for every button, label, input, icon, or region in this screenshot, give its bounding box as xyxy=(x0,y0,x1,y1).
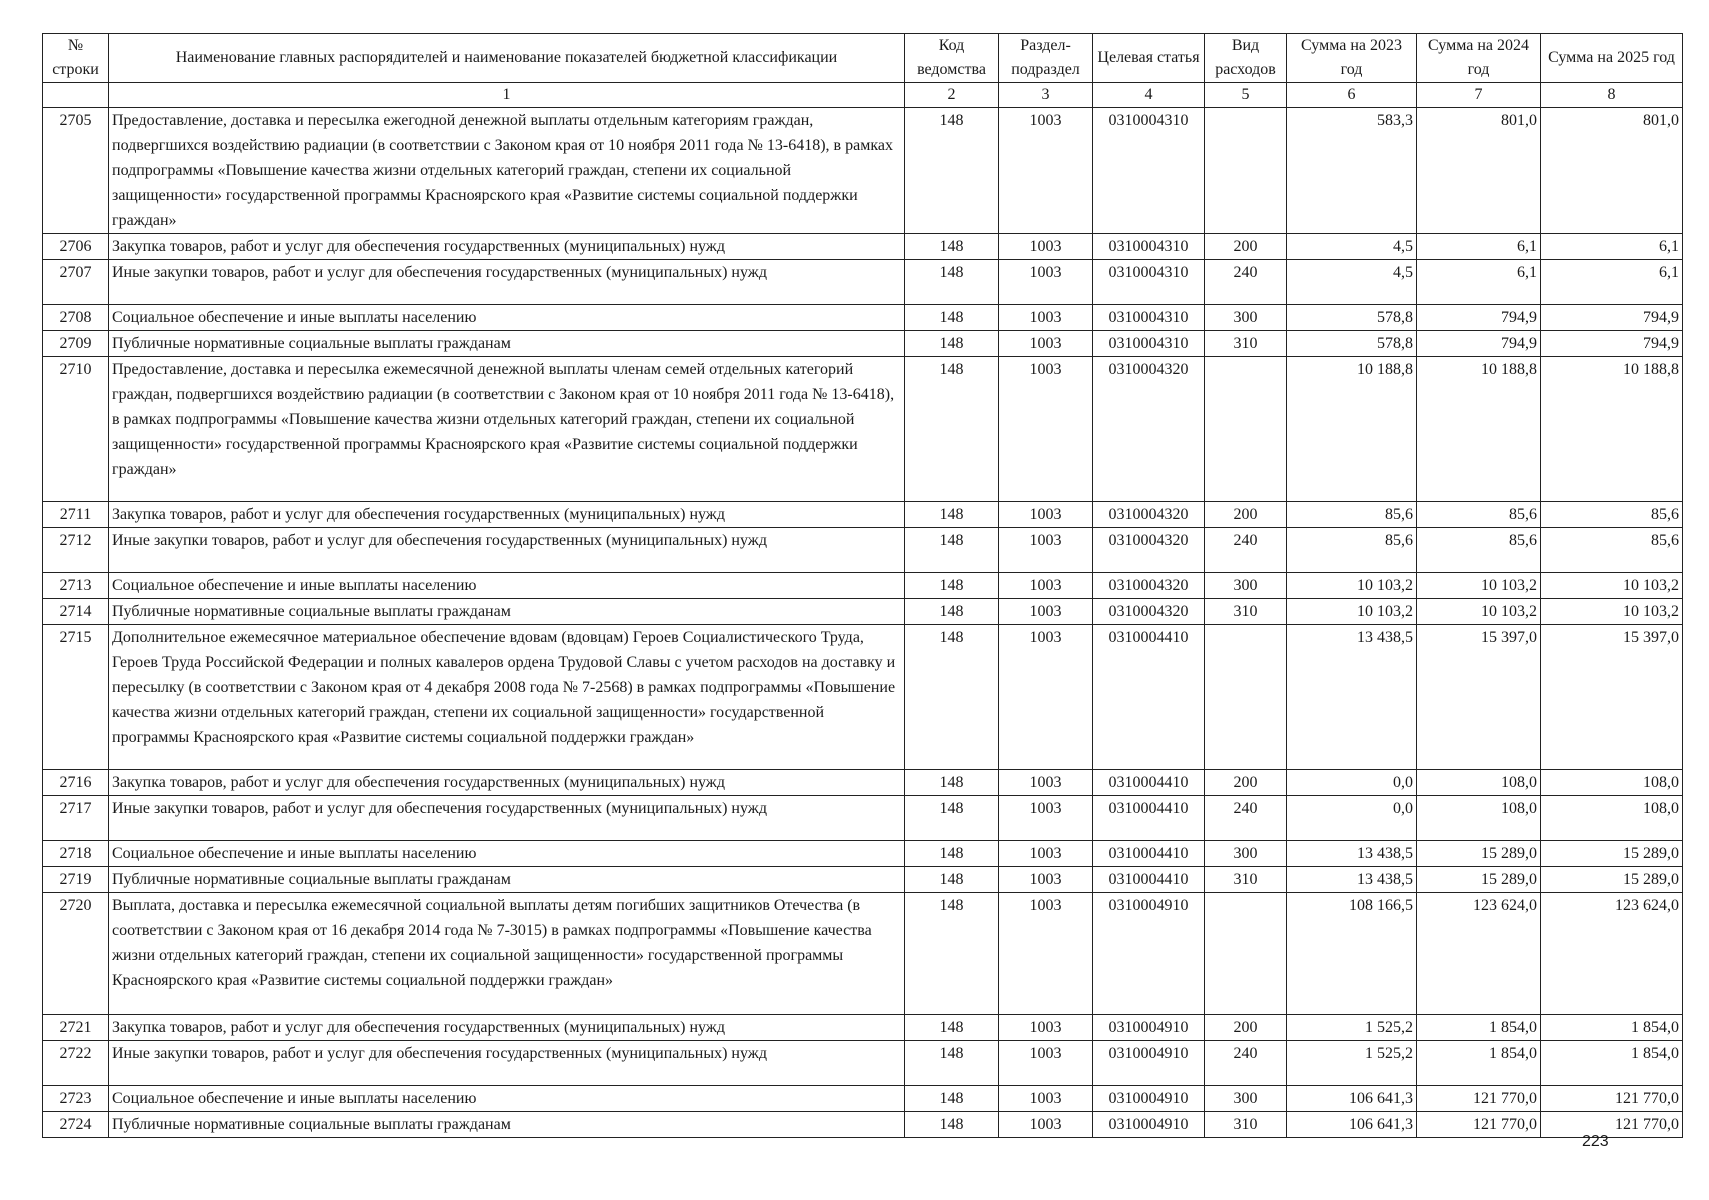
row-number: 2713 xyxy=(43,573,109,599)
row-stat: 0310004910 xyxy=(1093,1112,1205,1138)
row-kod: 148 xyxy=(905,867,999,893)
table-row xyxy=(43,357,1683,502)
row-razdel: 1003 xyxy=(999,625,1093,770)
row-kod: 148 xyxy=(905,502,999,528)
row-sum-2024: 85,6 xyxy=(1417,528,1541,573)
row-sum-2025: 15 289,0 xyxy=(1541,867,1683,893)
row-sum-2025: 1 854,0 xyxy=(1541,1015,1683,1041)
row-stat: 0310004410 xyxy=(1093,796,1205,841)
row-kod: 148 xyxy=(905,573,999,599)
column-number: 6 xyxy=(1287,83,1417,108)
column-number: 5 xyxy=(1205,83,1287,108)
row-sum-2023: 0,0 xyxy=(1287,770,1417,796)
row-razdel: 1003 xyxy=(999,108,1093,234)
row-name: Иные закупки товаров, работ и услуг для обеспечения государственных (муниципальных) нужд xyxy=(109,260,905,305)
row-sum-2023: 4,5 xyxy=(1287,234,1417,260)
row-number: 2716 xyxy=(43,770,109,796)
table-row xyxy=(43,573,1683,599)
row-vid: 310 xyxy=(1205,599,1287,625)
budget-table xyxy=(42,33,1683,1138)
row-stat: 0310004310 xyxy=(1093,331,1205,357)
table-row xyxy=(43,867,1683,893)
row-sum-2024: 10 103,2 xyxy=(1417,573,1541,599)
row-kod: 148 xyxy=(905,234,999,260)
row-sum-2023: 13 438,5 xyxy=(1287,841,1417,867)
header-razdel: Раздел-подраздел xyxy=(999,34,1093,83)
row-sum-2024: 108,0 xyxy=(1417,770,1541,796)
row-kod: 148 xyxy=(905,770,999,796)
row-sum-2023: 108 166,5 xyxy=(1287,893,1417,1015)
row-sum-2025: 6,1 xyxy=(1541,234,1683,260)
row-sum-2025: 794,9 xyxy=(1541,305,1683,331)
row-name: Социальное обеспечение и иные выплаты населению xyxy=(109,841,905,867)
row-sum-2023: 13 438,5 xyxy=(1287,625,1417,770)
row-name: Иные закупки товаров, работ и услуг для обеспечения государственных (муниципальных) нужд xyxy=(109,796,905,841)
row-razdel: 1003 xyxy=(999,1015,1093,1041)
row-sum-2024: 85,6 xyxy=(1417,502,1541,528)
row-kod: 148 xyxy=(905,599,999,625)
row-razdel: 1003 xyxy=(999,234,1093,260)
row-razdel: 1003 xyxy=(999,841,1093,867)
row-sum-2025: 123 624,0 xyxy=(1541,893,1683,1015)
row-razdel: 1003 xyxy=(999,1086,1093,1112)
table-row xyxy=(43,893,1683,1015)
row-name: Дополнительное ежемесячное материальное обеспечение вдовам (вдовцам) Героев Социалистического Труда, Героев Труда Российской Федерации и полных кавалеров ордена Трудовой Славы с учетом расходов на доставку и пересылку (в соответствии с Законом края от 4 декабря 2008 года № 7-2568) в рамках подпрограммы «Повышение качества жизни отдельных категорий граждан, степени их социальной защищенности» государственной программы Красноярского края «Развитие системы социальной поддержки граждан» xyxy=(109,625,905,770)
row-kod: 148 xyxy=(905,331,999,357)
row-number: 2709 xyxy=(43,331,109,357)
row-sum-2023: 0,0 xyxy=(1287,796,1417,841)
row-vid: 310 xyxy=(1205,331,1287,357)
row-name: Публичные нормативные социальные выплаты гражданам xyxy=(109,867,905,893)
row-sum-2024: 15 289,0 xyxy=(1417,867,1541,893)
row-vid: 310 xyxy=(1205,1112,1287,1138)
row-sum-2023: 1 525,2 xyxy=(1287,1015,1417,1041)
row-name: Выплата, доставка и пересылка ежемесячной социальной выплаты детям погибших защитников Отечества (в соответствии с Законом края от 16 декабря 2014 года № 7-3015) в рамках подпрограммы «Повышение качества жизни отдельных категорий граждан, степени их социальной защищенности» государственной программы Красноярского края «Развитие системы социальной поддержки граждан» xyxy=(109,893,905,1015)
table-row xyxy=(43,1041,1683,1086)
header-kod: Код ведомства xyxy=(905,34,999,83)
row-razdel: 1003 xyxy=(999,502,1093,528)
row-number: 2721 xyxy=(43,1015,109,1041)
row-name: Публичные нормативные социальные выплаты гражданам xyxy=(109,1112,905,1138)
column-number: 7 xyxy=(1417,83,1541,108)
table-row xyxy=(43,796,1683,841)
row-name: Предоставление, доставка и пересылка ежегодной денежной выплаты отдельным категориям граждан, подвергшихся воздействию радиации (в соответствии с Законом края от 10 ноября 2011 года № 13-6418), в рамках подпрограммы «Повышение качества жизни отдельных категорий граждан, степени их социальной защищенности» государственной программы Красноярского края «Развитие системы социальной поддержки граждан» xyxy=(109,108,905,234)
row-name: Закупка товаров, работ и услуг для обеспечения государственных (муниципальных) нужд xyxy=(109,502,905,528)
row-kod: 148 xyxy=(905,796,999,841)
header-sum-2025: Сумма на 2025 год xyxy=(1541,34,1683,83)
row-sum-2024: 6,1 xyxy=(1417,260,1541,305)
row-vid xyxy=(1205,108,1287,234)
column-number-row xyxy=(43,83,1683,108)
row-sum-2025: 121 770,0 xyxy=(1541,1086,1683,1112)
row-sum-2023: 4,5 xyxy=(1287,260,1417,305)
row-sum-2024: 6,1 xyxy=(1417,234,1541,260)
row-sum-2025: 85,6 xyxy=(1541,502,1683,528)
row-sum-2024: 1 854,0 xyxy=(1417,1015,1541,1041)
row-name: Иные закупки товаров, работ и услуг для обеспечения государственных (муниципальных) нужд xyxy=(109,1041,905,1086)
row-number: 2710 xyxy=(43,357,109,502)
row-name: Публичные нормативные социальные выплаты гражданам xyxy=(109,599,905,625)
row-vid: 240 xyxy=(1205,1041,1287,1086)
row-stat: 0310004310 xyxy=(1093,305,1205,331)
row-sum-2023: 106 641,3 xyxy=(1287,1086,1417,1112)
table-row xyxy=(43,1015,1683,1041)
row-vid: 300 xyxy=(1205,573,1287,599)
row-stat: 0310004410 xyxy=(1093,841,1205,867)
row-vid: 200 xyxy=(1205,502,1287,528)
row-sum-2025: 6,1 xyxy=(1541,260,1683,305)
row-stat: 0310004910 xyxy=(1093,1041,1205,1086)
row-sum-2024: 121 770,0 xyxy=(1417,1086,1541,1112)
row-razdel: 1003 xyxy=(999,260,1093,305)
row-razdel: 1003 xyxy=(999,305,1093,331)
row-kod: 148 xyxy=(905,260,999,305)
row-number: 2712 xyxy=(43,528,109,573)
row-kod: 148 xyxy=(905,305,999,331)
row-number: 2706 xyxy=(43,234,109,260)
row-vid xyxy=(1205,357,1287,502)
row-number: 2711 xyxy=(43,502,109,528)
row-name: Публичные нормативные социальные выплаты гражданам xyxy=(109,331,905,357)
row-number: 2724 xyxy=(43,1112,109,1138)
row-razdel: 1003 xyxy=(999,1041,1093,1086)
row-sum-2023: 106 641,3 xyxy=(1287,1112,1417,1138)
row-stat: 0310004910 xyxy=(1093,1086,1205,1112)
row-sum-2025: 10 103,2 xyxy=(1541,573,1683,599)
row-sum-2023: 578,8 xyxy=(1287,331,1417,357)
column-number: 2 xyxy=(905,83,999,108)
row-sum-2025: 1 854,0 xyxy=(1541,1041,1683,1086)
row-vid: 300 xyxy=(1205,1086,1287,1112)
budget-table-sheet xyxy=(42,33,1682,1138)
row-stat: 0310004320 xyxy=(1093,599,1205,625)
row-stat: 0310004910 xyxy=(1093,1015,1205,1041)
table-row xyxy=(43,260,1683,305)
row-sum-2024: 15 289,0 xyxy=(1417,841,1541,867)
row-number: 2708 xyxy=(43,305,109,331)
table-row xyxy=(43,1112,1683,1138)
row-number: 2720 xyxy=(43,893,109,1015)
row-sum-2025: 801,0 xyxy=(1541,108,1683,234)
row-vid: 200 xyxy=(1205,234,1287,260)
row-razdel: 1003 xyxy=(999,599,1093,625)
row-number: 2722 xyxy=(43,1041,109,1086)
row-number: 2717 xyxy=(43,796,109,841)
row-sum-2025: 15 397,0 xyxy=(1541,625,1683,770)
row-sum-2023: 10 103,2 xyxy=(1287,573,1417,599)
table-row xyxy=(43,108,1683,234)
row-vid xyxy=(1205,625,1287,770)
row-sum-2024: 1 854,0 xyxy=(1417,1041,1541,1086)
row-kod: 148 xyxy=(905,893,999,1015)
table-body xyxy=(43,108,1683,1138)
row-razdel: 1003 xyxy=(999,796,1093,841)
row-sum-2024: 794,9 xyxy=(1417,331,1541,357)
row-vid: 240 xyxy=(1205,528,1287,573)
row-name: Социальное обеспечение и иные выплаты населению xyxy=(109,305,905,331)
row-sum-2023: 583,3 xyxy=(1287,108,1417,234)
row-sum-2024: 121 770,0 xyxy=(1417,1112,1541,1138)
row-stat: 0310004320 xyxy=(1093,573,1205,599)
row-sum-2023: 85,6 xyxy=(1287,528,1417,573)
row-razdel: 1003 xyxy=(999,331,1093,357)
column-number: 8 xyxy=(1541,83,1683,108)
row-kod: 148 xyxy=(905,1015,999,1041)
row-stat: 0310004410 xyxy=(1093,770,1205,796)
row-sum-2024: 10 103,2 xyxy=(1417,599,1541,625)
row-number: 2718 xyxy=(43,841,109,867)
row-number: 2719 xyxy=(43,867,109,893)
header-row xyxy=(43,34,1683,83)
row-sum-2023: 1 525,2 xyxy=(1287,1041,1417,1086)
row-number: 2714 xyxy=(43,599,109,625)
row-name: Социальное обеспечение и иные выплаты населению xyxy=(109,573,905,599)
row-stat: 0310004320 xyxy=(1093,528,1205,573)
row-stat: 0310004320 xyxy=(1093,357,1205,502)
row-kod: 148 xyxy=(905,528,999,573)
table-row xyxy=(43,234,1683,260)
row-stat: 0310004310 xyxy=(1093,234,1205,260)
row-kod: 148 xyxy=(905,108,999,234)
row-name: Закупка товаров, работ и услуг для обеспечения государственных (муниципальных) нужд xyxy=(109,770,905,796)
header-vid: Вид расходов xyxy=(1205,34,1287,83)
row-sum-2025: 108,0 xyxy=(1541,796,1683,841)
row-sum-2025: 10 188,8 xyxy=(1541,357,1683,502)
row-razdel: 1003 xyxy=(999,1112,1093,1138)
row-sum-2024: 15 397,0 xyxy=(1417,625,1541,770)
row-name: Закупка товаров, работ и услуг для обеспечения государственных (муниципальных) нужд xyxy=(109,1015,905,1041)
row-sum-2023: 85,6 xyxy=(1287,502,1417,528)
row-stat: 0310004410 xyxy=(1093,625,1205,770)
row-sum-2025: 10 103,2 xyxy=(1541,599,1683,625)
table-row xyxy=(43,599,1683,625)
row-number: 2705 xyxy=(43,108,109,234)
row-stat: 0310004320 xyxy=(1093,502,1205,528)
column-number xyxy=(43,83,109,108)
row-sum-2024: 108,0 xyxy=(1417,796,1541,841)
row-kod: 148 xyxy=(905,625,999,770)
row-sum-2025: 794,9 xyxy=(1541,331,1683,357)
row-razdel: 1003 xyxy=(999,528,1093,573)
header-name: Наименование главных распорядителей и наименование показателей бюджетной классификации xyxy=(109,34,905,83)
row-razdel: 1003 xyxy=(999,893,1093,1015)
table-row xyxy=(43,331,1683,357)
header-row-no: № строки xyxy=(43,34,109,83)
row-kod: 148 xyxy=(905,1086,999,1112)
table-row xyxy=(43,841,1683,867)
row-name: Закупка товаров, работ и услуг для обеспечения государственных (муниципальных) нужд xyxy=(109,234,905,260)
column-number: 1 xyxy=(109,83,905,108)
row-vid: 300 xyxy=(1205,841,1287,867)
row-sum-2023: 10 103,2 xyxy=(1287,599,1417,625)
table-row xyxy=(43,502,1683,528)
row-kod: 148 xyxy=(905,357,999,502)
row-razdel: 1003 xyxy=(999,357,1093,502)
table-row xyxy=(43,625,1683,770)
row-sum-2025: 15 289,0 xyxy=(1541,841,1683,867)
row-sum-2025: 85,6 xyxy=(1541,528,1683,573)
table-row xyxy=(43,770,1683,796)
row-razdel: 1003 xyxy=(999,770,1093,796)
header-stat: Целевая статья xyxy=(1093,34,1205,83)
row-stat: 0310004310 xyxy=(1093,108,1205,234)
header-sum-2023: Сумма на 2023 год xyxy=(1287,34,1417,83)
row-vid: 240 xyxy=(1205,260,1287,305)
row-sum-2023: 13 438,5 xyxy=(1287,867,1417,893)
row-stat: 0310004410 xyxy=(1093,867,1205,893)
row-name: Иные закупки товаров, работ и услуг для обеспечения государственных (муниципальных) нужд xyxy=(109,528,905,573)
column-number: 3 xyxy=(999,83,1093,108)
row-vid: 200 xyxy=(1205,770,1287,796)
page-number: 223 xyxy=(1582,1133,1609,1150)
row-vid xyxy=(1205,893,1287,1015)
row-vid: 300 xyxy=(1205,305,1287,331)
row-kod: 148 xyxy=(905,1112,999,1138)
row-name: Предоставление, доставка и пересылка ежемесячной денежной выплаты членам семей отдельных категорий граждан, подвергшихся воздействию радиации (в соответствии с Законом края от 10 ноября 2011 года № 13-6418), в рамках подпрограммы «Повышение качества жизни отдельных категорий граждан, степени их социальной защищенности» государственной программы Красноярского края «Развитие системы социальной поддержки граждан» xyxy=(109,357,905,502)
row-number: 2715 xyxy=(43,625,109,770)
row-name: Социальное обеспечение и иные выплаты населению xyxy=(109,1086,905,1112)
header-sum-2024: Сумма на 2024 год xyxy=(1417,34,1541,83)
row-kod: 148 xyxy=(905,841,999,867)
row-sum-2024: 794,9 xyxy=(1417,305,1541,331)
row-stat: 0310004310 xyxy=(1093,260,1205,305)
row-sum-2025: 121 770,0 xyxy=(1541,1112,1683,1138)
row-sum-2024: 10 188,8 xyxy=(1417,357,1541,502)
table-row xyxy=(43,305,1683,331)
row-number: 2707 xyxy=(43,260,109,305)
column-number: 4 xyxy=(1093,83,1205,108)
table-row xyxy=(43,528,1683,573)
table-row xyxy=(43,1086,1683,1112)
row-sum-2024: 801,0 xyxy=(1417,108,1541,234)
row-sum-2024: 123 624,0 xyxy=(1417,893,1541,1015)
row-vid: 240 xyxy=(1205,796,1287,841)
row-vid: 310 xyxy=(1205,867,1287,893)
row-sum-2023: 578,8 xyxy=(1287,305,1417,331)
row-number: 2723 xyxy=(43,1086,109,1112)
row-razdel: 1003 xyxy=(999,867,1093,893)
row-vid: 200 xyxy=(1205,1015,1287,1041)
row-sum-2023: 10 188,8 xyxy=(1287,357,1417,502)
row-razdel: 1003 xyxy=(999,573,1093,599)
row-kod: 148 xyxy=(905,1041,999,1086)
row-sum-2025: 108,0 xyxy=(1541,770,1683,796)
row-stat: 0310004910 xyxy=(1093,893,1205,1015)
